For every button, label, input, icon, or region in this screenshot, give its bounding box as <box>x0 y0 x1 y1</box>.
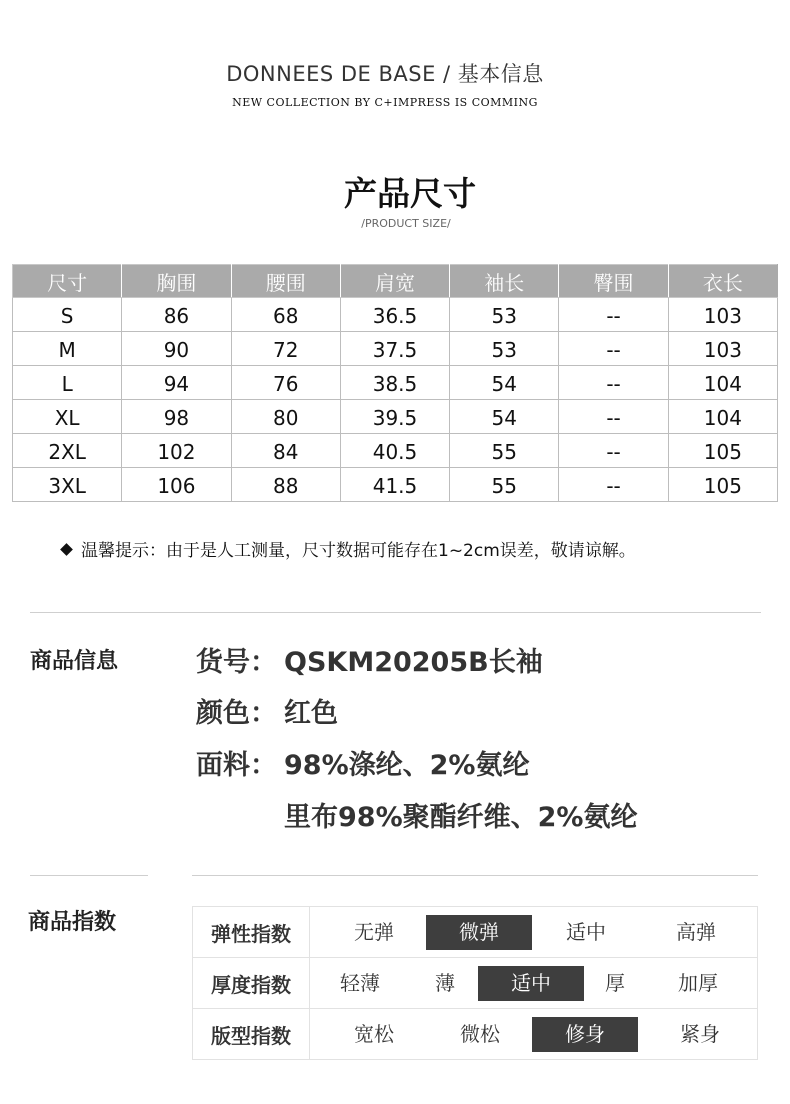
option-no-stretch: 无弹 <box>354 920 394 944</box>
table-cell: 53 <box>450 298 559 332</box>
option-high-stretch: 高弹 <box>676 920 716 944</box>
header-subtitle: NEW COLLECTION BY C+IMPRESS IS COMMING <box>232 96 538 109</box>
fit-options <box>310 1009 758 1060</box>
option-slightly-loose: 微松 <box>460 1022 500 1046</box>
measurement-tip <box>62 536 636 561</box>
table-cell: 3XL <box>13 468 122 502</box>
table-cell: 72 <box>231 332 340 366</box>
table-cell: 53 <box>450 332 559 366</box>
elasticity-row <box>193 907 758 958</box>
table-row <box>13 468 778 502</box>
table-cell: 105 <box>668 434 777 468</box>
table-cell: 98 <box>122 400 231 434</box>
fabric-key: 面料： <box>196 750 277 781</box>
thickness-options <box>310 958 758 1009</box>
table-cell: 106 <box>122 468 231 502</box>
table-cell: 39.5 <box>340 400 449 434</box>
option-extra-thick: 加厚 <box>678 971 718 995</box>
item-number-value: QSKM20205B长袖 <box>284 647 543 678</box>
table-cell: 102 <box>122 434 231 468</box>
table-cell: M <box>13 332 122 366</box>
size-table <box>12 264 778 502</box>
table-cell: 90 <box>122 332 231 366</box>
index-divider-right <box>192 875 758 876</box>
table-row <box>13 332 778 366</box>
table-cell: 103 <box>668 332 777 366</box>
table-cell: 104 <box>668 400 777 434</box>
lining-line <box>284 795 637 834</box>
index-divider-left <box>30 875 148 876</box>
table-row <box>13 298 778 332</box>
table-cell: -- <box>559 400 668 434</box>
size-section-subtitle: /PRODUCT SIZE/ <box>361 217 451 230</box>
tip-text: 温馨提示：由于是人工测量，尺寸数据可能存在1~2cm误差，敬请谅解。 <box>81 541 636 561</box>
fabric-line <box>196 743 529 782</box>
product-info-label: 商品信息 <box>30 649 119 674</box>
table-row <box>13 400 778 434</box>
fit-label: 版型指数 <box>193 1009 310 1060</box>
sleeve-col-header: 袖长 <box>450 265 559 298</box>
table-cell: 41.5 <box>340 468 449 502</box>
option-thick: 厚 <box>605 971 625 995</box>
table-cell: 104 <box>668 366 777 400</box>
header-title: DONNEES DE BASE / 基本信息 <box>226 62 544 86</box>
elasticity-label: 弹性指数 <box>193 907 310 958</box>
table-cell: 55 <box>450 468 559 502</box>
option-tight-fit: 紧身 <box>680 1022 720 1046</box>
fit-row <box>193 1009 758 1060</box>
table-cell: 103 <box>668 298 777 332</box>
color-key: 颜色： <box>196 698 277 729</box>
option-medium-stretch: 适中 <box>566 920 606 944</box>
size-table-header-row <box>13 265 778 298</box>
table-row <box>13 434 778 468</box>
option-slim-fit: 修身 <box>532 1017 638 1052</box>
table-cell: -- <box>559 332 668 366</box>
table-cell: -- <box>559 298 668 332</box>
chest-col-header: 胸围 <box>122 265 231 298</box>
option-very-thin: 轻薄 <box>340 971 380 995</box>
table-cell: -- <box>559 434 668 468</box>
option-loose: 宽松 <box>354 1022 394 1046</box>
table-cell: 54 <box>450 400 559 434</box>
color-line <box>196 691 338 730</box>
option-thin: 薄 <box>435 971 455 995</box>
table-cell: 80 <box>231 400 340 434</box>
size-section-title: 产品尺寸 <box>344 174 476 213</box>
product-index-label: 商品指数 <box>28 910 117 935</box>
table-cell: 2XL <box>13 434 122 468</box>
table-cell: 54 <box>450 366 559 400</box>
table-cell: 94 <box>122 366 231 400</box>
item-number-line <box>196 640 543 679</box>
table-cell: XL <box>13 400 122 434</box>
shoulder-col-header: 肩宽 <box>340 265 449 298</box>
table-cell: -- <box>559 366 668 400</box>
table-cell: 84 <box>231 434 340 468</box>
table-cell: -- <box>559 468 668 502</box>
thickness-label: 厚度指数 <box>193 958 310 1009</box>
table-cell: 88 <box>231 468 340 502</box>
table-cell: 68 <box>231 298 340 332</box>
table-row <box>13 366 778 400</box>
hip-col-header: 臀围 <box>559 265 668 298</box>
thickness-row <box>193 958 758 1009</box>
product-index-table <box>192 906 758 1060</box>
fabric-value: 98%涤纶、2%氨纶 <box>284 750 530 781</box>
diamond-bullet-icon <box>60 543 73 556</box>
table-cell: 76 <box>231 366 340 400</box>
table-cell: 38.5 <box>340 366 449 400</box>
option-slight-stretch: 微弹 <box>426 915 532 950</box>
elasticity-options <box>310 907 758 958</box>
option-medium-thickness: 适中 <box>478 966 584 1001</box>
lining-value: 里布98%聚酯纤维、2%氨纶 <box>284 802 638 833</box>
length-col-header: 衣长 <box>668 265 777 298</box>
table-cell: 105 <box>668 468 777 502</box>
color-value: 红色 <box>284 698 338 729</box>
waist-col-header: 腰围 <box>231 265 340 298</box>
table-cell: 37.5 <box>340 332 449 366</box>
table-cell: 86 <box>122 298 231 332</box>
table-cell: S <box>13 298 122 332</box>
table-cell: L <box>13 366 122 400</box>
table-cell: 40.5 <box>340 434 449 468</box>
item-number-key: 货号： <box>196 647 277 678</box>
size-col-header: 尺寸 <box>13 265 122 298</box>
section-divider <box>30 612 761 613</box>
table-cell: 55 <box>450 434 559 468</box>
table-cell: 36.5 <box>340 298 449 332</box>
